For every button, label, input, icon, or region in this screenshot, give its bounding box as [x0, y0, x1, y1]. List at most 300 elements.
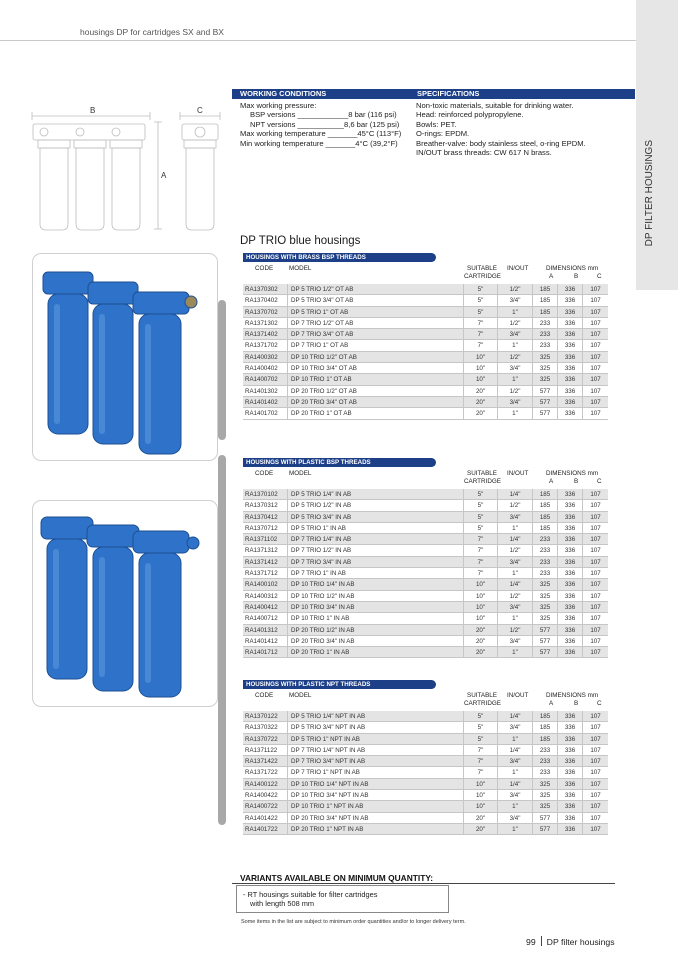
col-model-header: MODEL: [289, 692, 312, 699]
housing-illustration: [41, 517, 199, 697]
cell-dim-a: 185: [532, 295, 557, 305]
cell-dim-a: 185: [532, 722, 557, 732]
table-plastic-npt: [243, 680, 608, 840]
table-row[interactable]: [243, 824, 608, 835]
wc-line: NPT versions ___________ 8,6 bar (125 psi): [250, 119, 400, 129]
cell-cartridge: 7": [463, 534, 497, 544]
cell-cartridge: 7": [463, 568, 497, 578]
cell-code: RA1370302: [245, 286, 278, 293]
table-row[interactable]: [243, 591, 608, 602]
cell-inout: 1/2": [497, 386, 532, 396]
cell-dim-b: 336: [557, 557, 582, 567]
cell-code: RA1371102: [245, 536, 278, 544]
table-row[interactable]: [243, 602, 608, 613]
col-code-header: CODE: [255, 470, 274, 477]
cell-dim-b: 336: [557, 374, 582, 384]
cell-dim-b: 336: [557, 340, 582, 350]
table-row[interactable]: [243, 647, 608, 658]
cell-code: RA1371402: [245, 331, 278, 339]
cell-model: DP 5 TRIO 1" NPT IN AB: [287, 734, 463, 744]
footer-label: DP filter housings: [546, 937, 615, 947]
cell-inout: 1/4": [497, 489, 532, 499]
cell-code: RA1400402: [245, 365, 278, 373]
cell-inout: 3/4": [497, 602, 532, 612]
cell-dim-b: 336: [557, 711, 582, 721]
working-conditions-heading: WORKING CONDITIONS: [240, 89, 327, 98]
cell-dim-a: 577: [532, 636, 557, 646]
cell-dim-b: 336: [557, 500, 582, 510]
table-row[interactable]: [243, 756, 608, 767]
cell-dim-a: 233: [532, 557, 557, 567]
cell-cartridge: 7": [463, 329, 497, 339]
table-row[interactable]: [243, 534, 608, 545]
table-row[interactable]: [243, 329, 608, 340]
cell-inout: 3/4": [497, 557, 532, 567]
cell-dim-b: 336: [557, 363, 582, 373]
cell-dim-c: 107: [582, 408, 608, 418]
col-cartridge-header-2: CARTRIDGE: [464, 700, 501, 707]
cell-cartridge: 5": [463, 734, 497, 744]
cell-dim-b: 336: [557, 801, 582, 811]
cell-code: RA1400102: [245, 581, 278, 589]
cell-inout: 1": [497, 374, 532, 384]
cell-model: DP 5 TRIO 3/4" IN AB: [287, 512, 463, 522]
cell-inout: 1": [497, 307, 532, 317]
dim-label-b: B: [90, 106, 96, 115]
cell-cartridge: 5": [463, 295, 497, 305]
table-plastic-bsp: [243, 458, 608, 678]
cell-model: DP 7 TRIO 1/2" IN AB: [287, 545, 463, 555]
product-photo-plastic: [32, 500, 218, 707]
cell-dim-a: 325: [532, 352, 557, 362]
cell-dim-b: 336: [557, 489, 582, 499]
cell-dim-b: 336: [557, 647, 582, 657]
cell-dim-a: 325: [532, 801, 557, 811]
cell-model: DP 20 TRIO 1" OT AB: [287, 408, 463, 418]
cell-cartridge: 10": [463, 779, 497, 789]
cell-dim-a: 185: [532, 512, 557, 522]
spec-line: Bowls: PET.: [416, 119, 457, 129]
cell-dim-c: 107: [582, 397, 608, 407]
cell-model: DP 7 TRIO 3/4" IN AB: [287, 557, 463, 567]
cell-dim-b: 336: [557, 756, 582, 766]
table-row[interactable]: [243, 363, 608, 374]
cell-code: RA1370312: [245, 502, 278, 510]
wc-line: Max working pressure:: [240, 101, 317, 110]
cell-model: DP 7 TRIO 3/4" NPT IN AB: [287, 756, 463, 766]
cell-dim-a: 185: [532, 711, 557, 721]
cell-inout: 1/2": [497, 591, 532, 601]
cell-cartridge: 10": [463, 374, 497, 384]
table-row[interactable]: [243, 340, 608, 351]
cell-code: RA1401312: [245, 626, 278, 634]
working-conditions: [240, 101, 410, 148]
cell-dim-b: 336: [557, 613, 582, 623]
cell-cartridge: 20": [463, 625, 497, 635]
cell-model: DP 20 TRIO 1/2" IN AB: [287, 625, 463, 635]
scrollbar-track[interactable]: [218, 455, 226, 825]
cell-cartridge: 20": [463, 397, 497, 407]
cell-dim-a: 233: [532, 767, 557, 777]
cell-code: RA1371702: [245, 342, 278, 350]
cell-dim-c: 107: [582, 557, 608, 567]
table-row[interactable]: [243, 767, 608, 778]
table-row[interactable]: [243, 489, 608, 500]
cell-dim-b: 336: [557, 386, 582, 396]
table-row[interactable]: [243, 352, 608, 363]
col-dimensions-header: DIMENSIONS mm: [546, 265, 599, 272]
table-row[interactable]: [243, 813, 608, 824]
dimension-drawing: [30, 104, 230, 234]
table-row[interactable]: [243, 613, 608, 624]
table-body: [243, 489, 608, 658]
cell-inout: 3/4": [497, 813, 532, 823]
cell-code: RA1370102: [245, 491, 278, 498]
cell-dim-c: 107: [582, 500, 608, 510]
cell-code: RA1371302: [245, 319, 278, 327]
cell-dim-a: 577: [532, 386, 557, 396]
cell-code: RA1370122: [245, 713, 278, 720]
cell-cartridge: 20": [463, 636, 497, 646]
cell-model: DP 7 TRIO 1/4" IN AB: [287, 534, 463, 544]
cell-inout: 1/4": [497, 534, 532, 544]
cell-dim-c: 107: [582, 523, 608, 533]
cell-dim-c: 107: [582, 734, 608, 744]
cell-cartridge: 5": [463, 711, 497, 721]
table-row[interactable]: [243, 397, 608, 408]
cell-dim-a: 325: [532, 591, 557, 601]
cell-cartridge: 7": [463, 545, 497, 555]
cell-dim-b: 336: [557, 602, 582, 612]
variants-box: [236, 885, 449, 913]
cell-cartridge: 7": [463, 745, 497, 755]
cell-model: DP 10 TRIO 3/4" IN AB: [287, 602, 463, 612]
cell-dim-b: 336: [557, 512, 582, 522]
col-cartridge-header: SUITABLE: [467, 470, 497, 477]
cell-dim-b: 336: [557, 734, 582, 744]
cell-inout: 1/4": [497, 579, 532, 589]
cell-cartridge: 7": [463, 557, 497, 567]
cell-cartridge: 10": [463, 602, 497, 612]
table-row[interactable]: [243, 734, 608, 745]
cell-model: DP 5 TRIO 3/4" NPT IN AB: [287, 722, 463, 732]
cell-cartridge: 5": [463, 523, 497, 533]
cell-cartridge: 10": [463, 363, 497, 373]
cell-inout: 3/4": [497, 512, 532, 522]
cell-model: DP 20 TRIO 3/4" OT AB: [287, 397, 463, 407]
cell-dim-a: 577: [532, 813, 557, 823]
cell-dim-b: 336: [557, 779, 582, 789]
column-headers: [243, 690, 608, 711]
cell-dim-a: 233: [532, 568, 557, 578]
cell-inout: 1/2": [497, 625, 532, 635]
col-b-header: B: [574, 273, 579, 280]
column-headers: [243, 263, 608, 284]
cell-code: RA1401712: [245, 649, 278, 657]
cell-inout: 1/2": [497, 284, 532, 294]
cell-dim-c: 107: [582, 824, 608, 834]
cell-model: DP 5 TRIO 1/4" IN AB: [287, 489, 463, 499]
cell-dim-b: 336: [557, 591, 582, 601]
cell-model: DP 20 TRIO 1" NPT IN AB: [287, 824, 463, 834]
table-row[interactable]: [243, 779, 608, 790]
cell-cartridge: 5": [463, 284, 497, 294]
footnote: Some items in the list are subject to minimum order quantities and/or to longer delivery term.: [241, 919, 466, 925]
col-b-header: B: [574, 478, 579, 485]
col-inout-header: IN/OUT: [507, 265, 529, 272]
table-row[interactable]: [243, 545, 608, 556]
table-row[interactable]: [243, 523, 608, 534]
cell-inout: 1/2": [497, 500, 532, 510]
cell-inout: 1": [497, 523, 532, 533]
cell-dim-b: 336: [557, 397, 582, 407]
cell-dim-a: 325: [532, 602, 557, 612]
cell-inout: 1": [497, 824, 532, 834]
cell-dim-b: 336: [557, 568, 582, 578]
cell-dim-c: 107: [582, 352, 608, 362]
cell-dim-a: 233: [532, 329, 557, 339]
cell-dim-a: 325: [532, 790, 557, 800]
cell-code: RA1371412: [245, 558, 278, 566]
cell-code: RA1371422: [245, 758, 278, 766]
scrollbar-thumb[interactable]: [218, 300, 226, 440]
cell-dim-c: 107: [582, 722, 608, 732]
cell-dim-a: 577: [532, 647, 557, 657]
cell-cartridge: 5": [463, 489, 497, 499]
cell-dim-b: 336: [557, 295, 582, 305]
cell-dim-c: 107: [582, 711, 608, 721]
cell-dim-c: 107: [582, 489, 608, 499]
col-code-header: CODE: [255, 692, 274, 699]
cell-dim-c: 107: [582, 340, 608, 350]
cell-dim-c: 107: [582, 545, 608, 555]
cell-dim-a: 325: [532, 579, 557, 589]
dim-label-a: A: [161, 171, 167, 180]
table-heading: HOUSINGS WITH PLASTIC NPT THREADS: [243, 680, 436, 689]
table-row[interactable]: [243, 408, 608, 419]
cell-dim-a: 233: [532, 318, 557, 328]
cell-dim-b: 336: [557, 329, 582, 339]
cell-cartridge: 10": [463, 579, 497, 589]
table-heading: HOUSINGS WITH BRASS BSP THREADS: [243, 253, 436, 262]
cell-model: DP 10 TRIO 3/4" NPT IN AB: [287, 790, 463, 800]
cell-cartridge: 20": [463, 408, 497, 418]
table-row[interactable]: [243, 307, 608, 318]
table-row[interactable]: [243, 722, 608, 733]
table-body: [243, 284, 608, 420]
cell-dim-c: 107: [582, 329, 608, 339]
cell-model: DP 7 TRIO 1/2" OT AB: [287, 318, 463, 328]
table-row[interactable]: [243, 711, 608, 722]
cell-dim-c: 107: [582, 756, 608, 766]
table-body: [243, 711, 608, 835]
cell-dim-a: 325: [532, 363, 557, 373]
table-row[interactable]: [243, 318, 608, 329]
column-headers: [243, 468, 608, 489]
cell-dim-c: 107: [582, 295, 608, 305]
cell-code: RA1400422: [245, 792, 278, 800]
table-row[interactable]: [243, 745, 608, 756]
cell-code: RA1400712: [245, 615, 278, 623]
table-row[interactable]: [243, 625, 608, 636]
col-c-header: C: [597, 478, 602, 485]
cell-dim-b: 336: [557, 534, 582, 544]
cell-inout: 1/2": [497, 352, 532, 362]
cell-inout: 3/4": [497, 397, 532, 407]
cell-code: RA1400702: [245, 376, 278, 384]
cell-code: RA1371312: [245, 547, 278, 555]
table-row[interactable]: [243, 386, 608, 397]
cell-dim-c: 107: [582, 790, 608, 800]
cell-dim-a: 185: [532, 307, 557, 317]
wc-line: Max working temperature _______ 45°C (113°F): [240, 129, 402, 139]
table-heading: HOUSINGS WITH PLASTIC BSP THREADS: [243, 458, 436, 467]
cell-inout: 1": [497, 613, 532, 623]
variant-line: - RT housings suitable for filter cartridges: [243, 890, 378, 899]
cell-cartridge: 10": [463, 801, 497, 811]
cell-code: RA1370402: [245, 297, 278, 305]
variants-title: VARIANTS AVAILABLE ON MINIMUM QUANTITY:: [240, 873, 434, 883]
cell-dim-c: 107: [582, 284, 608, 294]
col-cartridge-header-2: CARTRIDGE: [464, 478, 501, 485]
page-footer: [526, 936, 615, 947]
table-row[interactable]: [243, 295, 608, 306]
header-divider: [0, 40, 636, 41]
cell-model: DP 20 TRIO 3/4" IN AB: [287, 636, 463, 646]
col-b-header: B: [574, 700, 579, 707]
conditions-band: [232, 89, 635, 99]
table-row[interactable]: [243, 284, 608, 295]
cell-model: DP 5 TRIO 1/4" NPT IN AB: [287, 711, 463, 721]
cell-cartridge: 10": [463, 352, 497, 362]
cell-cartridge: 5": [463, 512, 497, 522]
table-row[interactable]: [243, 568, 608, 579]
cell-dim-a: 577: [532, 408, 557, 418]
cell-model: DP 5 TRIO 1" IN AB: [287, 523, 463, 533]
cell-dim-a: 233: [532, 756, 557, 766]
cell-cartridge: 5": [463, 500, 497, 510]
col-a-header: A: [549, 700, 554, 707]
cell-code: RA1371122: [245, 746, 278, 754]
running-header: housings DP for cartridges SX and BX: [80, 27, 224, 37]
product-photo-brass: [32, 253, 218, 461]
col-cartridge-header-2: CARTRIDGE: [464, 273, 501, 280]
cell-cartridge: 5": [463, 722, 497, 732]
chapter-side-tab-label: DP FILTER HOUSINGS: [644, 139, 655, 246]
cell-dim-a: 185: [532, 284, 557, 294]
cell-cartridge: 7": [463, 756, 497, 766]
table-row[interactable]: [243, 579, 608, 590]
cell-code: RA1371712: [245, 570, 278, 578]
cell-code: RA1370702: [245, 308, 278, 316]
cell-dim-b: 336: [557, 523, 582, 533]
cell-model: DP 10 TRIO 1/2" IN AB: [287, 591, 463, 601]
table-row[interactable]: [243, 500, 608, 511]
cell-cartridge: 20": [463, 386, 497, 396]
cell-dim-a: 577: [532, 824, 557, 834]
cell-dim-c: 107: [582, 647, 608, 657]
cell-inout: 1/4": [497, 711, 532, 721]
col-a-header: A: [549, 273, 554, 280]
table-row[interactable]: [243, 374, 608, 385]
housing-illustration: [43, 272, 197, 454]
table-row[interactable]: [243, 636, 608, 647]
variants-divider: [232, 883, 615, 884]
cell-dim-c: 107: [582, 374, 608, 384]
chapter-side-tab[interactable]: [636, 0, 678, 290]
cell-model: DP 5 TRIO 1" OT AB: [287, 307, 463, 317]
cell-model: DP 10 TRIO 1/2" OT AB: [287, 352, 463, 362]
table-row[interactable]: [243, 801, 608, 812]
cell-dim-a: 185: [532, 500, 557, 510]
col-dimensions-header: DIMENSIONS mm: [546, 692, 599, 699]
cell-inout: 1/2": [497, 318, 532, 328]
cell-dim-b: 336: [557, 745, 582, 755]
cell-code: RA1400122: [245, 780, 278, 788]
cell-dim-b: 336: [557, 625, 582, 635]
cell-code: RA1401422: [245, 814, 278, 822]
cell-dim-c: 107: [582, 512, 608, 522]
col-inout-header: IN/OUT: [507, 470, 529, 477]
cell-inout: 1": [497, 568, 532, 578]
cell-model: DP 7 TRIO 3/4" OT AB: [287, 329, 463, 339]
col-model-header: MODEL: [289, 470, 312, 477]
cell-dim-c: 107: [582, 534, 608, 544]
cell-dim-b: 336: [557, 318, 582, 328]
variant-line: with length 508 mm: [250, 899, 315, 909]
cell-cartridge: 20": [463, 824, 497, 834]
cell-dim-c: 107: [582, 613, 608, 623]
cell-dim-a: 185: [532, 523, 557, 533]
cell-model: DP 10 TRIO 3/4" OT AB: [287, 363, 463, 373]
cell-code: RA1400312: [245, 592, 278, 600]
cell-dim-c: 107: [582, 591, 608, 601]
cell-model: DP 5 TRIO 3/4" OT AB: [287, 295, 463, 305]
cell-model: DP 10 TRIO 1" NPT IN AB: [287, 801, 463, 811]
cell-model: DP 7 TRIO 1" IN AB: [287, 568, 463, 578]
cell-inout: 3/4": [497, 329, 532, 339]
cell-inout: 3/4": [497, 722, 532, 732]
wc-line: Min working temperature _______ 4°C (39,2°F): [240, 138, 398, 148]
table-row[interactable]: [243, 512, 608, 523]
cell-inout: 1": [497, 734, 532, 744]
table-row[interactable]: [243, 790, 608, 801]
col-c-header: C: [597, 273, 602, 280]
spec-line: Non-toxic materials, suitable for drinking water.: [416, 101, 574, 110]
cell-model: DP 7 TRIO 1/4" NPT IN AB: [287, 745, 463, 755]
cell-code: RA1370712: [245, 524, 278, 532]
cell-dim-c: 107: [582, 307, 608, 317]
cell-model: DP 5 TRIO 1/2" OT AB: [287, 284, 463, 294]
cell-model: DP 10 TRIO 1" OT AB: [287, 374, 463, 384]
table-row[interactable]: [243, 557, 608, 568]
cell-dim-a: 325: [532, 374, 557, 384]
cell-cartridge: 7": [463, 340, 497, 350]
col-inout-header: IN/OUT: [507, 692, 529, 699]
cell-dim-c: 107: [582, 625, 608, 635]
table-brass-bsp: [243, 253, 608, 433]
cell-inout: 3/4": [497, 363, 532, 373]
cell-dim-c: 107: [582, 318, 608, 328]
wc-line: BSP versions ____________ 8 bar (116 psi): [250, 110, 397, 120]
cell-dim-c: 107: [582, 568, 608, 578]
cell-cartridge: 20": [463, 813, 497, 823]
cell-code: RA1401302: [245, 387, 278, 395]
col-cartridge-header: SUITABLE: [467, 692, 497, 699]
cell-model: DP 20 TRIO 1/2" OT AB: [287, 386, 463, 396]
col-cartridge-header: SUITABLE: [467, 265, 497, 272]
cell-code: RA1401412: [245, 637, 278, 645]
